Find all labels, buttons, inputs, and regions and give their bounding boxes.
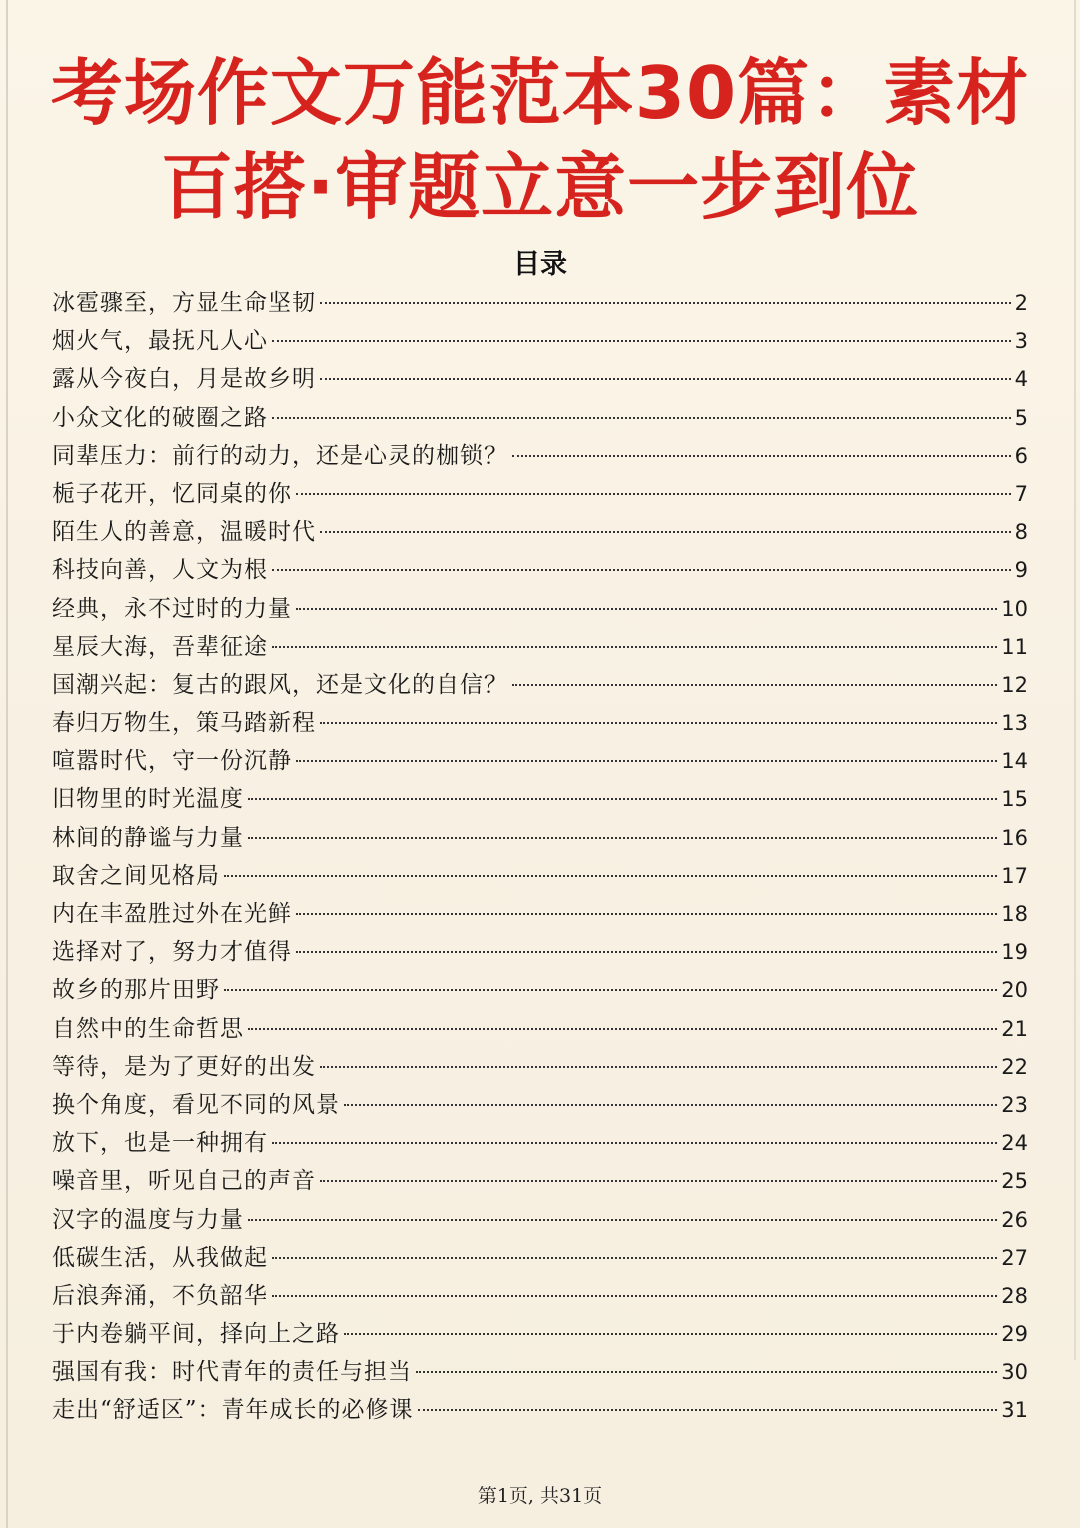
toc-entry-title: 旧物里的时光温度	[52, 786, 244, 813]
toc-entry[interactable]	[52, 1010, 1028, 1048]
toc-leader-dots	[272, 1295, 997, 1297]
toc-leader-dots	[416, 1371, 997, 1373]
toc-entry-title: 陌生人的善意，温暖时代	[52, 519, 316, 546]
toc-leader-dots	[320, 302, 1011, 304]
toc-entry[interactable]	[52, 628, 1028, 666]
toc-leader-dots	[296, 493, 1011, 495]
toc-entry-page-number: 10	[1001, 596, 1028, 621]
toc-leader-dots	[272, 646, 997, 648]
toc-entry[interactable]	[52, 513, 1028, 551]
toc-entry[interactable]	[52, 1391, 1028, 1429]
toc-entry[interactable]	[52, 1277, 1028, 1315]
toc-entry-page-number: 24	[1001, 1131, 1028, 1156]
toc-leader-dots	[248, 837, 997, 839]
toc-entry-page-number: 8	[1014, 520, 1028, 545]
toc-leader-dots	[344, 1104, 997, 1106]
toc-entry-page-number: 5	[1014, 405, 1028, 430]
toc-entry-title: 选择对了，努力才值得	[52, 939, 292, 966]
toc-entry-page-number: 22	[1001, 1054, 1028, 1079]
toc-entry-page-number: 7	[1014, 481, 1028, 506]
toc-entry-page-number: 12	[1001, 672, 1028, 697]
toc-entry-title: 汉字的温度与力量	[52, 1206, 244, 1233]
toc-leader-dots	[272, 340, 1011, 342]
toc-entry-title: 林间的静谧与力量	[52, 824, 244, 851]
toc-entry-title: 小众文化的破圈之路	[52, 404, 268, 431]
toc-entry[interactable]	[52, 551, 1028, 589]
toc-leader-dots	[272, 1142, 997, 1144]
toc-entry-page-number: 9	[1014, 558, 1028, 583]
toc-entry-title: 内在丰盈胜过外在光鲜	[52, 901, 292, 927]
toc-entry-title: 低碳生活，从我做起	[52, 1244, 268, 1271]
toc-entry[interactable]	[52, 704, 1028, 742]
toc-entry-title: 科技向善，人文为根	[52, 557, 268, 584]
toc-entry-title: 春归万物生，策马踏新程	[52, 710, 316, 737]
toc-entry[interactable]	[52, 360, 1028, 398]
toc-entry-page-number: 11	[1001, 634, 1028, 659]
toc-entry[interactable]	[52, 1353, 1028, 1391]
toc-leader-dots	[296, 951, 997, 953]
toc-leader-dots	[296, 760, 997, 762]
toc-entry-page-number: 26	[1001, 1207, 1028, 1232]
toc-entry-page-number: 29	[1001, 1322, 1028, 1347]
toc-entry[interactable]	[52, 895, 1028, 933]
toc-entry-page-number: 21	[1001, 1016, 1028, 1041]
toc-entry-page-number: 19	[1001, 940, 1028, 965]
toc-entry-title: 喧嚣时代，守一份沉静	[52, 748, 292, 775]
toc-entry[interactable]	[52, 1201, 1028, 1239]
toc-entry[interactable]	[52, 666, 1028, 704]
toc-leader-dots	[418, 1409, 998, 1411]
toc-entry[interactable]	[52, 780, 1028, 818]
toc-leader-dots	[272, 569, 1011, 571]
toc-entry-title: 露从今夜白，月是故乡明	[52, 366, 316, 393]
toc-leader-dots	[296, 913, 997, 915]
toc-entry[interactable]	[52, 1239, 1028, 1277]
toc-entry-page-number: 17	[1001, 863, 1028, 888]
toc-leader-dots	[344, 1333, 997, 1335]
toc-entry[interactable]	[52, 437, 1028, 475]
toc-entry-page-number: 3	[1014, 329, 1028, 354]
toc-entry[interactable]	[52, 475, 1028, 513]
table-of-contents	[52, 284, 1028, 1430]
toc-entry[interactable]	[52, 742, 1028, 780]
toc-entry-page-number: 28	[1001, 1283, 1028, 1308]
toc-entry-page-number: 2	[1014, 291, 1028, 315]
toc-entry-page-number: 31	[1001, 1398, 1028, 1423]
toc-entry-page-number: 13	[1001, 711, 1028, 736]
toc-leader-dots	[248, 798, 997, 800]
toc-entry[interactable]	[52, 399, 1028, 437]
toc-entry[interactable]	[52, 971, 1028, 1009]
toc-entry-title: 走出“舒适区”：青年成长的必修课	[52, 1397, 414, 1424]
document-title: 考场作文万能范本30篇：素材百搭·审题立意一步到位	[50, 51, 1030, 229]
toc-entry[interactable]	[52, 1048, 1028, 1086]
toc-entry-title: 烟火气，最抚凡人心	[52, 328, 268, 355]
toc-entry-title: 取舍之间见格局	[52, 862, 220, 889]
toc-entry-page-number: 30	[1001, 1360, 1028, 1385]
toc-entry-page-number: 15	[1001, 787, 1028, 812]
toc-entry-title: 故乡的那片田野	[52, 977, 220, 1004]
toc-leader-dots	[272, 417, 1011, 419]
toc-leader-dots	[512, 455, 1011, 457]
toc-leader-dots	[320, 1066, 997, 1068]
toc-heading: 目录	[513, 249, 567, 280]
toc-entry-page-number: 20	[1001, 978, 1028, 1003]
toc-entry-title: 于内卷躺平间，择向上之路	[52, 1321, 340, 1348]
toc-entry-title: 换个角度，看见不同的风景	[52, 1091, 340, 1118]
toc-leader-dots	[320, 1180, 997, 1182]
toc-entry[interactable]	[52, 819, 1028, 857]
toc-entry-title: 经典，永不过时的力量	[52, 595, 292, 622]
toc-entry-title: 星辰大海，吾辈征途	[52, 633, 268, 660]
toc-leader-dots	[248, 1219, 997, 1221]
toc-leader-dots	[320, 722, 997, 724]
toc-leader-dots	[320, 378, 1011, 380]
toc-entry[interactable]	[52, 1124, 1028, 1162]
toc-entry[interactable]	[52, 933, 1028, 971]
toc-entry-title: 自然中的生命哲思	[52, 1015, 244, 1042]
page-footer: 第1页, 共31页	[477, 1485, 603, 1507]
toc-leader-dots	[512, 684, 997, 686]
toc-entry-page-number: 6	[1014, 443, 1028, 468]
toc-entry[interactable]	[52, 1315, 1028, 1353]
toc-entry-page-number: 14	[1001, 749, 1028, 774]
toc-leader-dots	[224, 875, 997, 877]
toc-entry-title: 等待，是为了更好的出发	[52, 1053, 316, 1080]
toc-entry-title: 后浪奔涌，不负韶华	[52, 1282, 268, 1309]
toc-entry-title: 噪音里，听见自己的声音	[52, 1168, 316, 1195]
toc-entry[interactable]	[52, 857, 1028, 895]
toc-entry-page-number: 16	[1001, 825, 1028, 850]
toc-entry[interactable]	[52, 1162, 1028, 1200]
toc-entry-title: 栀子花开，忆同桌的你	[52, 480, 292, 507]
toc-leader-dots	[248, 1028, 997, 1030]
toc-leader-dots	[272, 1257, 997, 1259]
toc-entry-page-number: 18	[1001, 902, 1028, 926]
toc-leader-dots	[320, 531, 1011, 533]
toc-entry[interactable]	[52, 322, 1028, 360]
toc-entry-page-number: 23	[1001, 1092, 1028, 1117]
toc-entry-title: 国潮兴起：复古的跟风，还是文化的自信？	[52, 671, 508, 698]
toc-entry-title: 强国有我：时代青年的责任与担当	[52, 1359, 412, 1386]
toc-entry[interactable]	[52, 590, 1028, 628]
toc-entry[interactable]	[52, 1086, 1028, 1124]
toc-entry-page-number: 27	[1001, 1245, 1028, 1270]
toc-entry-title: 同辈压力：前行的动力，还是心灵的枷锁？	[52, 442, 508, 469]
toc-entry[interactable]	[52, 284, 1028, 322]
toc-entry-title: 冰雹骤至，方显生命坚韧	[52, 290, 316, 316]
toc-leader-dots	[224, 989, 997, 991]
toc-entry-page-number: 4	[1014, 367, 1028, 392]
toc-leader-dots	[296, 608, 997, 610]
toc-entry-page-number: 25	[1001, 1169, 1028, 1194]
toc-entry-title: 放下，也是一种拥有	[52, 1130, 268, 1157]
